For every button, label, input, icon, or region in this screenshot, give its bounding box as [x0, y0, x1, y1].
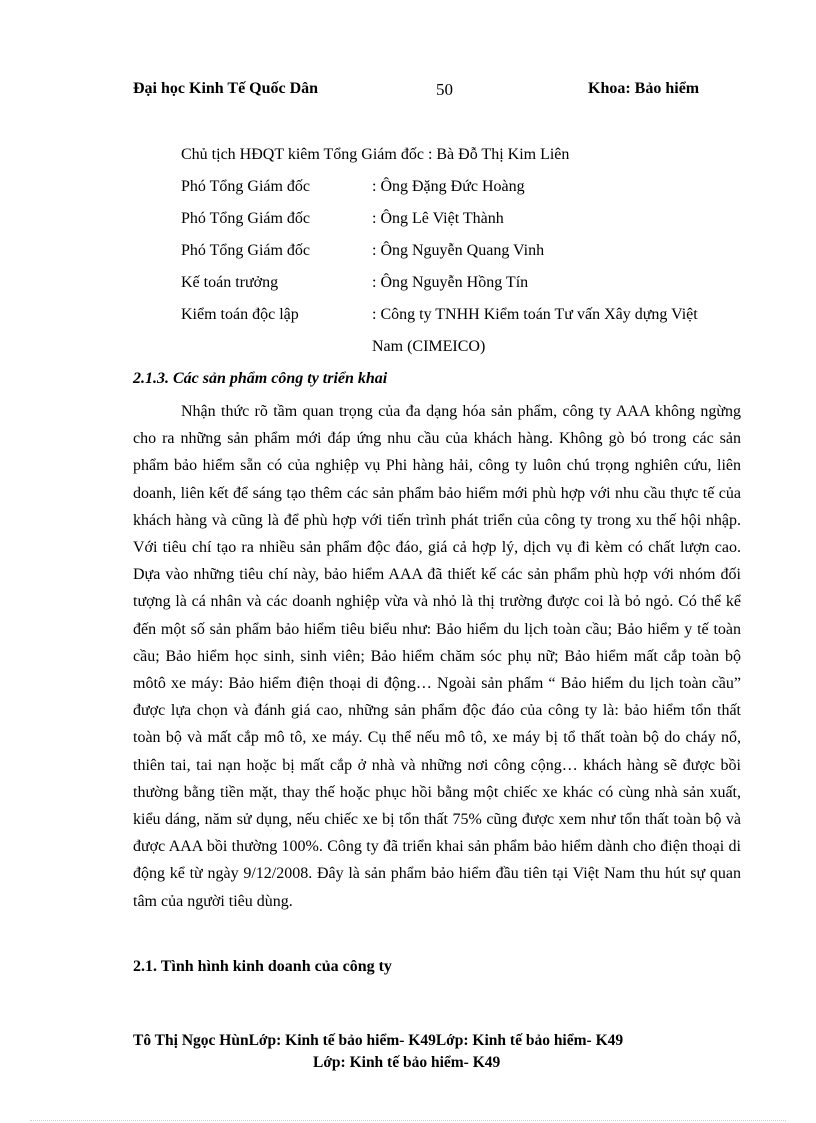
leader-title: Phó Tổng Giám đốc — [181, 210, 311, 227]
leader-row — [181, 274, 741, 296]
section-heading-2-1: 2.1. Tình hình kinh doanh của công ty — [133, 958, 392, 975]
leader-name: : Ông Nguyễn Quang Vinh — [372, 242, 545, 259]
leader-name: : Ông Lê Việt Thành — [372, 210, 504, 227]
footer-class-line: Lớp: Kinh tế bảo hiểm- K49 — [313, 1054, 501, 1071]
page-bottom-border — [30, 1120, 786, 1121]
leader-row — [181, 210, 741, 232]
footer-author-line: Tô Thị Ngọc HùnLớp: Kinh tế bảo hiểm- K49Lớp: Kinh tế bảo hiểm- K49 — [133, 1032, 624, 1049]
leader-name: : Ông Đặng Đức Hoàng — [372, 178, 525, 195]
leader-title: Phó Tổng Giám đốc — [181, 178, 311, 195]
body-paragraph: Nhận thức rõ tầm quan trọng của đa dạng hóa sản phẩm, công ty AAA không ngừng cho ra những sản phẩm mới đáp ứng nhu cầu của khách hàng. Không gò bó trong các sản phẩm bảo hiểm sẵn có của nghiệp vụ Phi hàng hải, công ty luôn chú trọng nghiên cứu, liên doanh, liên kết để sáng tạo thêm các sản phẩm bảo hiểm mới phù hợp với nhu cầu thực tế của khách hàng và cũng là để phù hợp với tiến trình phát triển của công ty trong xu thế hội nhập. Với tiêu chí tạo ra nhiều sản phẩm độc đáo, giá cả hợp lý, dịch vụ đi kèm có chất lượn cao. Dựa vào những tiêu chí này, bảo hiểm AAA đã thiết kế các sản phẩm phù hợp với nhóm đối tượng là cá nhân và các doanh nghiệp vừa và nhỏ là thị trường được coi là bỏ ngỏ. Có thể kể đến một số sản phẩm bảo hiểm tiêu biểu như: Bảo hiểm du lịch toàn cầu; Bảo hiểm y tế toàn cầu; Bảo hiểm học sinh, sinh viên; Bảo hiểm chăm sóc phụ nữ; Bảo hiểm mất cắp toàn bộ môtô xe máy: Bảo hiểm điện thoại di động… Ngoài sản phẩm “ Bảo hiểm du lịch toàn cầu” được lựa chọn và đánh giá cao, những sản phẩm độc đáo của công ty là: bảo hiểm tổn thất toàn bộ và mất cắp mô tô, xe máy. Cụ thể nếu mô tô, xe máy bị tổ thất toàn bộ do cháy nổ, thiên tai, tai nạn hoặc bị mất cắp ở nhà và những nơi công cộng… khách hàng sẽ được bồi thường bằng tiền mặt, thay thế hoặc phục hồi bằng một chiếc xe khác có cùng nhà sản xuất, kiểu dáng, năm sử dụng, nếu chiếc xe bị tổn thất 75% cũng được xem như tổn thất toàn bộ và được AAA bồi thường 100%. Công ty đã triển khai sản phẩm bảo hiểm dành cho điện thoại di động kể từ ngày 9/12/2008. Đây là sản phẩm bảo hiểm đầu tiên tại Việt Nam thu hút sự quan tâm của người tiêu dùng. — [133, 403, 741, 910]
header-faculty: Khoa: Bảo hiểm — [588, 80, 700, 97]
leader-name: : Ông Nguyễn Hồng Tín — [372, 274, 529, 291]
leader-row — [181, 242, 741, 264]
leader-row — [181, 306, 741, 328]
section-heading-2-1-3: 2.1.3. Các sản phẩm công ty triển khai — [133, 370, 388, 387]
auditor-continuation-row — [181, 338, 741, 360]
leader-row — [181, 178, 741, 200]
leader-title: Phó Tổng Giám đốc — [181, 242, 311, 259]
auditor-continuation: Nam (CIMEICO) — [372, 338, 486, 355]
leader-title: Kiểm toán độc lập — [181, 306, 299, 323]
page-number: 50 — [436, 80, 453, 99]
leader-name: : Công ty TNHH Kiểm toán Tư vấn Xây dựng Việt — [372, 306, 698, 323]
header-university: Đại học Kinh Tế Quốc Dân — [133, 80, 319, 97]
leader-title: Kế toán trưởng — [181, 274, 279, 291]
chairman-line: Chủ tịch HĐQT kiêm Tổng Giám đốc : Bà Đỗ Thị Kim Liên — [181, 146, 570, 163]
